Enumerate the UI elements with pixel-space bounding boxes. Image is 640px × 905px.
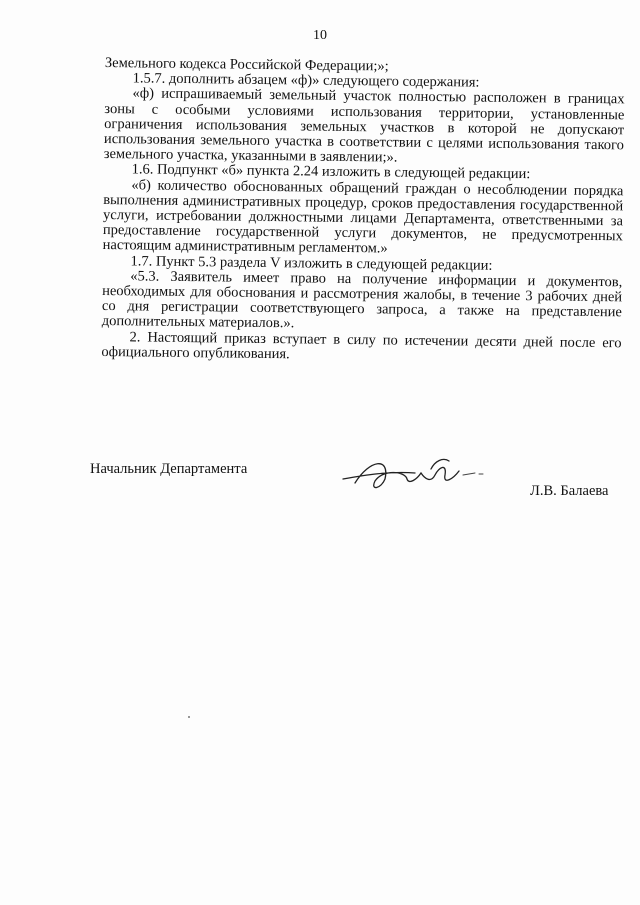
paragraph-8: 2. Настоящий приказ вступает в силу по истечении десяти дней после его официального опубликования.: [101, 328, 622, 363]
paragraph-4: 1.6. Подпункт «б» пункта 2.24 изложить в следующей редакции:: [131, 161, 531, 183]
paragraph-5: «б) количество обоснованных обращений граждан о несоблюдении порядка выполнения административных процедур, сроков предоставления государственной услуги, истребовании должностными лицами Департамента, ответственными за предоставление государственной услуги документов, не предусмотренных настоящим административным регламентом.»: [102, 176, 624, 257]
paragraph-2: 1.5.7. дополнить абзацем «ф)» следующего содержания:: [132, 70, 480, 91]
scan-speck: [188, 716, 190, 718]
paragraph-3: «ф) испрашиваемый земельный участок полностью расположен в границах зоны с особыми условиями использования территории, установленные ограничения использования земельных участков в которой не допускают использования земельного участка в соответствии с целями использования такого земельного участка, указанными в заявлении;».: [103, 85, 625, 166]
paragraph-7: «5.3. Заявитель имеет право на получение информации и документов, необходимых для обоснования и рассмотрения жалобы, в течение 3 рабочих дней со дня регистрации соответствующего запроса, а также на представление дополнительных материалов.».: [101, 268, 623, 332]
signature-block: [90, 455, 630, 515]
paragraph-6: 1.7. Пункт 5.3 раздела V изложить в следующей редакции:: [130, 252, 493, 274]
signatory-name: Л.В. Балаева: [530, 483, 609, 499]
signatory-position: Начальник Департамента: [90, 461, 248, 477]
paragraph-1: Земельного кодекса Российской Федерации;»;: [104, 55, 389, 75]
document-body: [101, 56, 625, 366]
handwritten-signature: [335, 449, 495, 499]
page-number: 10: [313, 28, 327, 43]
